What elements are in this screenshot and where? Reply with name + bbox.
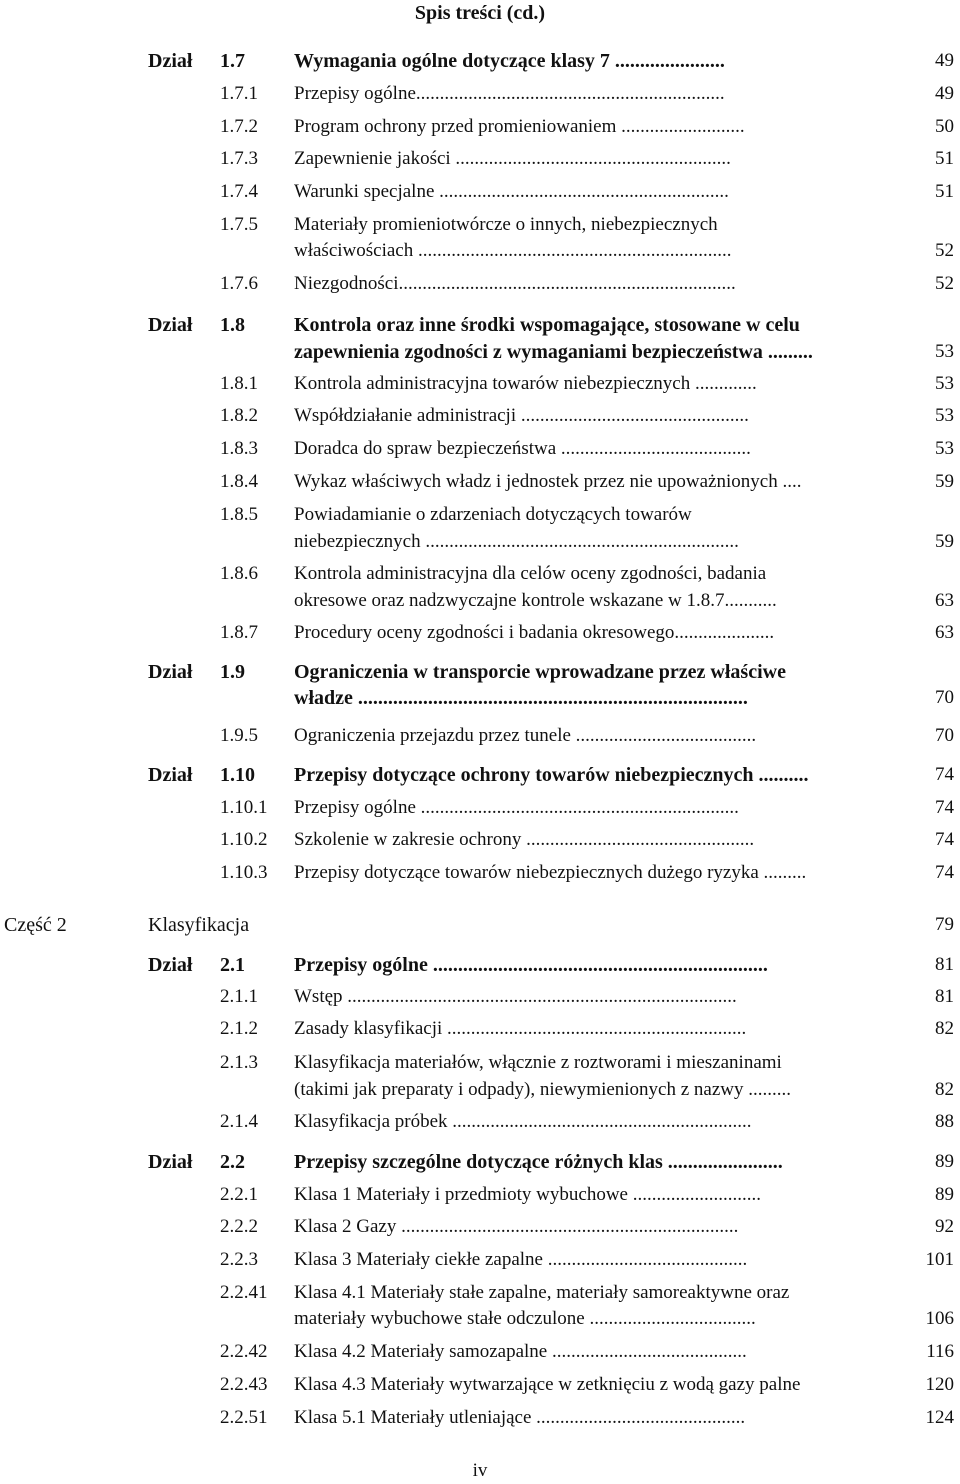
section-number: 2.1 [220, 954, 245, 976]
entry-title: Zapewnienie jakości .......................................................... [294, 148, 731, 169]
entry-number: 1.7.4 [220, 181, 258, 202]
entry-title: Klasa 1 Materiały i przedmioty wybuchowe ........................... [294, 1184, 761, 1205]
entry-number: 2.2.1 [220, 1184, 258, 1205]
entry-title: Doradca do spraw bezpieczeństwa ........................................ [294, 438, 751, 459]
entry-number: 1.8.3 [220, 438, 258, 459]
page-ref: 51 [935, 148, 954, 169]
entry-number: 2.1.4 [220, 1111, 258, 1132]
dzial-label: Dział [148, 954, 193, 976]
part-title: Klasyfikacja [148, 914, 250, 936]
entry-number: 1.7.2 [220, 116, 258, 137]
section-number: 1.10 [220, 764, 255, 786]
page-ref: 79 [935, 914, 954, 935]
entry-number: 1.7.5 [220, 214, 258, 235]
entry-title-continued: niebezpiecznych .................................................................. [294, 531, 739, 552]
page-ref: 53 [935, 438, 954, 459]
page-ref: 74 [935, 797, 954, 818]
page-ref: 120 [925, 1374, 954, 1395]
section-title: Przepisy dotyczące ochrony towarów niebezpiecznych .......... [294, 764, 809, 786]
entry-title: Klasa 4.3 Materiały wytwarzające w zetknięciu z wodą gazy palne [294, 1374, 801, 1395]
section-number: 1.8 [220, 314, 245, 336]
page-title: Spis treści (cd.) [414, 2, 546, 24]
page-ref: 74 [935, 764, 954, 785]
entry-title: Warunki specjalne ............................................................. [294, 181, 729, 202]
page-ref: 70 [935, 687, 954, 708]
entry-title: Program ochrony przed promieniowaniem .......................... [294, 116, 745, 137]
page-ref: 59 [935, 531, 954, 552]
page-ref: 49 [935, 50, 954, 71]
entry-title: Klasa 4.1 Materiały stałe zapalne, materiały samoreaktywne oraz [294, 1282, 790, 1303]
dzial-label: Dział [148, 764, 193, 786]
entry-number: 2.1.2 [220, 1018, 258, 1039]
entry-number: 1.8.6 [220, 563, 258, 584]
entry-number: 2.2.43 [220, 1374, 268, 1395]
entry-title: Klasa 4.2 Materiały samozapalne ......................................... [294, 1341, 747, 1362]
page-ref: 81 [935, 986, 954, 1007]
entry-number: 2.2.42 [220, 1341, 268, 1362]
section-title: Wymagania ogólne dotyczące klasy 7 ...................... [294, 50, 725, 72]
entry-title: Przepisy ogólne................................................................. [294, 83, 725, 104]
page-ref: 63 [935, 622, 954, 643]
entry-number: 1.8.1 [220, 373, 258, 394]
entry-title: Kontrola administracyjna towarów niebezpiecznych ............. [294, 373, 757, 394]
entry-title: Procedury oceny zgodności i badania okresowego..................... [294, 622, 775, 643]
entry-number: 1.7.1 [220, 83, 258, 104]
page-ref: 59 [935, 471, 954, 492]
entry-title: Ograniczenia przejazdu przez tunele ...................................... [294, 725, 757, 746]
page-ref: 106 [925, 1308, 954, 1329]
page-ref: 52 [935, 273, 954, 294]
entry-number: 1.8.7 [220, 622, 258, 643]
page-ref: 49 [935, 83, 954, 104]
page-ref: 52 [935, 240, 954, 261]
entry-number: 2.1.3 [220, 1052, 258, 1073]
entry-title-continued: okresowe oraz nadzwyczajne kontrole wskazane w 1.8.7........... [294, 590, 777, 611]
page-ref: 81 [935, 954, 954, 975]
entry-title: Powiadamianie o zdarzeniach dotyczących towarów [294, 504, 692, 525]
entry-title: Zasady klasyfikacji ............................................................... [294, 1018, 747, 1039]
page-ref: 53 [935, 341, 954, 362]
section-number: 1.7 [220, 50, 245, 72]
page-number: iv [472, 1460, 488, 1481]
page-ref: 63 [935, 590, 954, 611]
entry-title: Klasa 2 Gazy ....................................................................... [294, 1216, 739, 1237]
entry-title: Wykaz właściwych władz i jednostek przez nie upoważnionych .... [294, 471, 802, 492]
entry-title: Współdziałanie administracji ................................................ [294, 405, 749, 426]
page-ref: 50 [935, 116, 954, 137]
part-label: Część 2 [4, 914, 67, 936]
entry-title: Klasa 3 Materiały ciekłe zapalne .......................................... [294, 1249, 748, 1270]
page-ref: 89 [935, 1184, 954, 1205]
page-ref: 82 [935, 1018, 954, 1039]
entry-number: 1.7.3 [220, 148, 258, 169]
page-ref: 74 [935, 862, 954, 883]
entry-title: Przepisy dotyczące towarów niebezpiecznych dużego ryzyka ......... [294, 862, 807, 883]
page-ref: 74 [935, 829, 954, 850]
entry-number: 1.8.4 [220, 471, 258, 492]
dzial-label: Dział [148, 50, 193, 72]
entry-number: 1.10.3 [220, 862, 268, 883]
entry-number: 2.2.41 [220, 1282, 268, 1303]
entry-number: 1.8.2 [220, 405, 258, 426]
entry-title: Klasa 5.1 Materiały utleniające ............................................ [294, 1407, 746, 1428]
section-title: Przepisy ogólne ................................................................... [294, 954, 768, 976]
entry-number: 2.2.51 [220, 1407, 268, 1428]
entry-number: 1.9.5 [220, 725, 258, 746]
section-title: Ograniczenia w transporcie wprowadzane przez właściwe [294, 661, 786, 683]
section-title: Kontrola oraz inne środki wspomagające, stosowane w celu [294, 314, 800, 336]
section-title: Przepisy szczególne dotyczące różnych klas ....................... [294, 1151, 783, 1173]
page-ref: 88 [935, 1111, 954, 1132]
entry-number: 1.10.1 [220, 797, 268, 818]
page-ref: 124 [925, 1407, 954, 1428]
entry-number: 1.7.6 [220, 273, 258, 294]
entry-title-continued: (takimi jak preparaty i odpady), niewymienionych z nazwy ......... [294, 1079, 792, 1100]
entry-title: Niezgodności....................................................................... [294, 273, 736, 294]
page-ref: 70 [935, 725, 954, 746]
entry-number: 2.2.3 [220, 1249, 258, 1270]
entry-title: Klasyfikacja próbek ............................................................... [294, 1111, 752, 1132]
page-ref: 53 [935, 405, 954, 426]
entry-number: 1.8.5 [220, 504, 258, 525]
entry-number: 1.10.2 [220, 829, 268, 850]
entry-title-continued: właściwościach .................................................................. [294, 240, 732, 261]
section-title-continued: zapewnienia zgodności z wymaganiami bezpieczeństwa ......... [294, 341, 813, 363]
entry-title-continued: materiały wybuchowe stałe odczulone ................................... [294, 1308, 756, 1329]
page-ref: 51 [935, 181, 954, 202]
entry-title: Kontrola administracyjna dla celów oceny zgodności, badania [294, 563, 767, 584]
section-number: 2.2 [220, 1151, 245, 1173]
section-number: 1.9 [220, 661, 245, 683]
entry-title: Przepisy ogólne ................................................................... [294, 797, 739, 818]
page-ref: 89 [935, 1151, 954, 1172]
entry-title: Materiały promieniotwórcze o innych, niebezpiecznych [294, 214, 718, 235]
dzial-label: Dział [148, 314, 193, 336]
entry-title: Wstęp .................................................................................. [294, 986, 737, 1007]
dzial-label: Dział [148, 1151, 193, 1173]
page-ref: 101 [925, 1249, 954, 1270]
entry-title: Szkolenie w zakresie ochrony ................................................ [294, 829, 755, 850]
section-title-continued: władze .............................................................................. [294, 687, 748, 709]
page-ref: 92 [935, 1216, 954, 1237]
entry-number: 2.1.1 [220, 986, 258, 1007]
entry-number: 2.2.2 [220, 1216, 258, 1237]
dzial-label: Dział [148, 661, 193, 683]
entry-title: Klasyfikacja materiałów, włącznie z roztworami i mieszaninami [294, 1052, 782, 1073]
page-ref: 116 [926, 1341, 954, 1362]
page-ref: 82 [935, 1079, 954, 1100]
page-ref: 53 [935, 373, 954, 394]
